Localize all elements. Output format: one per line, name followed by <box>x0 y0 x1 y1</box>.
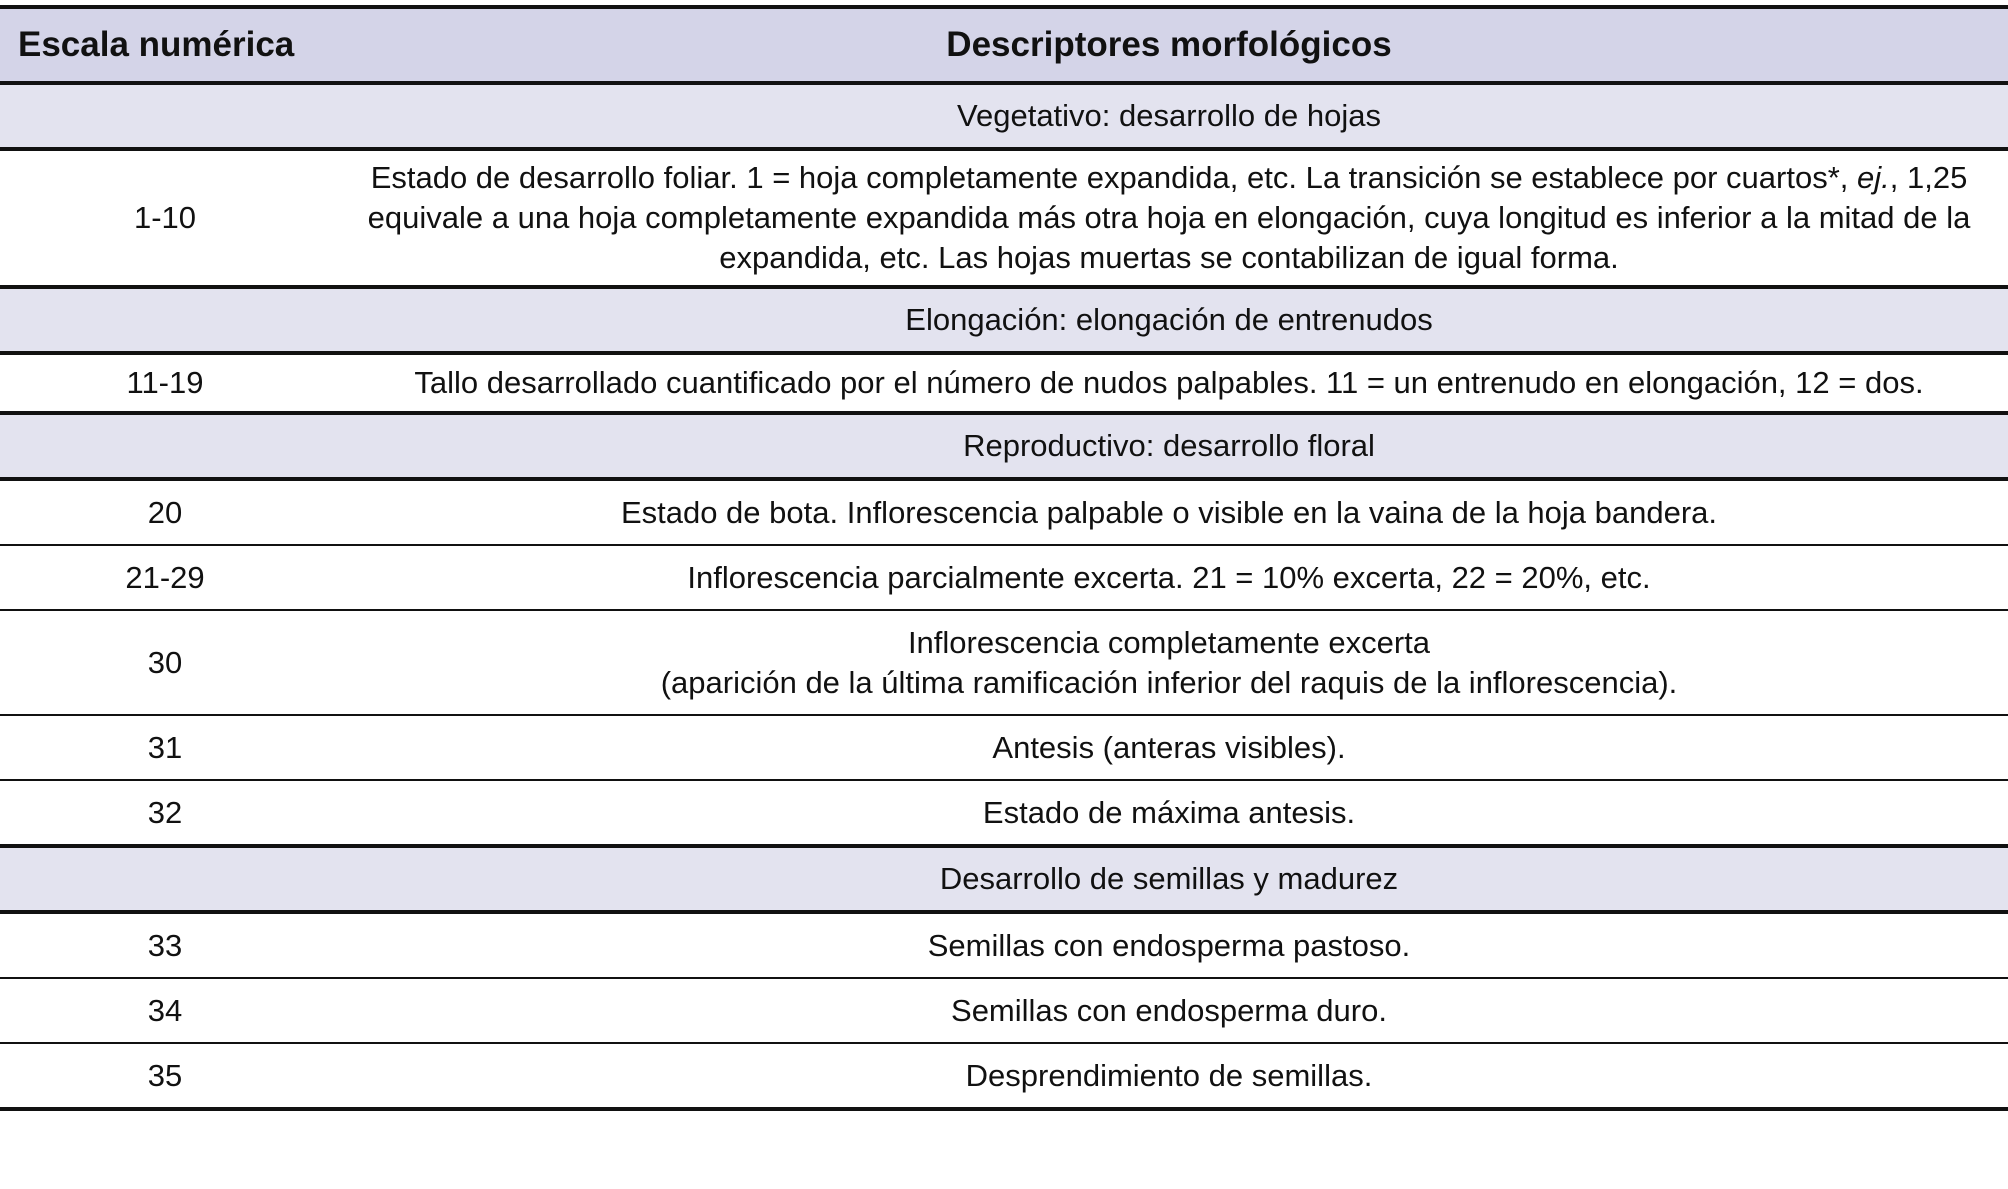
descriptor-cell: Tallo desarrollado cuantificado por el número de nudos palpables. 11 = un entrenudo en elongación, 12 = dos. <box>330 353 2008 413</box>
table-row <box>0 780 2008 846</box>
table-header-row <box>0 7 2008 83</box>
scale-cell: 30 <box>0 610 330 715</box>
scale-cell: 31 <box>0 715 330 780</box>
header-scale: Escala numérica <box>0 7 330 83</box>
header-descriptors: Descriptores morfológicos <box>330 7 2008 83</box>
section-title: Elongación: elongación de entrenudos <box>330 287 2008 353</box>
descriptor-text-a: Estado de desarrollo foliar. 1 = hoja completamente expandida, etc. La transición se establece por cuartos*, <box>370 160 1857 195</box>
table-row <box>0 978 2008 1043</box>
descriptor-cell: Desprendimiento de semillas. <box>330 1043 2008 1109</box>
table-row <box>0 479 2008 545</box>
section-row-seeds <box>0 846 2008 912</box>
descriptor-line-2: (aparición de la última ramificación inferior del raquis de la inflorescencia). <box>660 664 1678 700</box>
section-spacer <box>0 287 330 353</box>
descriptor-cell <box>330 149 2008 287</box>
descriptor-cell: Semillas con endosperma pastoso. <box>330 912 2008 978</box>
scale-cell: 35 <box>0 1043 330 1109</box>
table-row <box>0 353 2008 413</box>
table-row <box>0 912 2008 978</box>
table-row <box>0 1043 2008 1109</box>
scale-cell: 20 <box>0 479 330 545</box>
descriptor-cell: Semillas con endosperma duro. <box>330 978 2008 1043</box>
scale-cell: 32 <box>0 780 330 846</box>
scale-cell: 1-10 <box>0 149 330 287</box>
descriptor-cell <box>330 610 2008 715</box>
table-row <box>0 149 2008 287</box>
descriptor-cell: Antesis (anteras visibles). <box>330 715 2008 780</box>
section-title: Reproductivo: desarrollo floral <box>330 413 2008 479</box>
table-row <box>0 715 2008 780</box>
descriptor-line-1: Inflorescencia completamente excerta <box>907 624 1431 660</box>
descriptor-cell: Estado de máxima antesis. <box>330 780 2008 846</box>
scale-cell: 21-29 <box>0 545 330 610</box>
scale-cell: 11-19 <box>0 353 330 413</box>
section-spacer <box>0 413 330 479</box>
section-title: Vegetativo: desarrollo de hojas <box>330 83 2008 149</box>
phenology-scale-table <box>0 5 2008 1111</box>
table-row <box>0 545 2008 610</box>
descriptor-text-b: , 1,25 equivale a una hoja completamente expandida más otra hoja en elongación, cuya longitud es inferior a la mitad de la expandida, etc. Las hojas muertas se contabilizan de igual forma. <box>367 160 1971 275</box>
section-row-elongation <box>0 287 2008 353</box>
descriptor-cell: Estado de bota. Inflorescencia palpable o visible en la vaina de la hoja bandera. <box>330 479 2008 545</box>
descriptor-text-em: ej. <box>1857 160 1890 195</box>
section-row-reproductive <box>0 413 2008 479</box>
descriptor-cell: Inflorescencia parcialmente excerta. 21 = 10% excerta, 22 = 20%, etc. <box>330 545 2008 610</box>
table-row <box>0 610 2008 715</box>
scale-cell: 34 <box>0 978 330 1043</box>
section-spacer <box>0 83 330 149</box>
section-row-vegetative <box>0 83 2008 149</box>
section-spacer <box>0 846 330 912</box>
section-title: Desarrollo de semillas y madurez <box>330 846 2008 912</box>
scale-cell: 33 <box>0 912 330 978</box>
